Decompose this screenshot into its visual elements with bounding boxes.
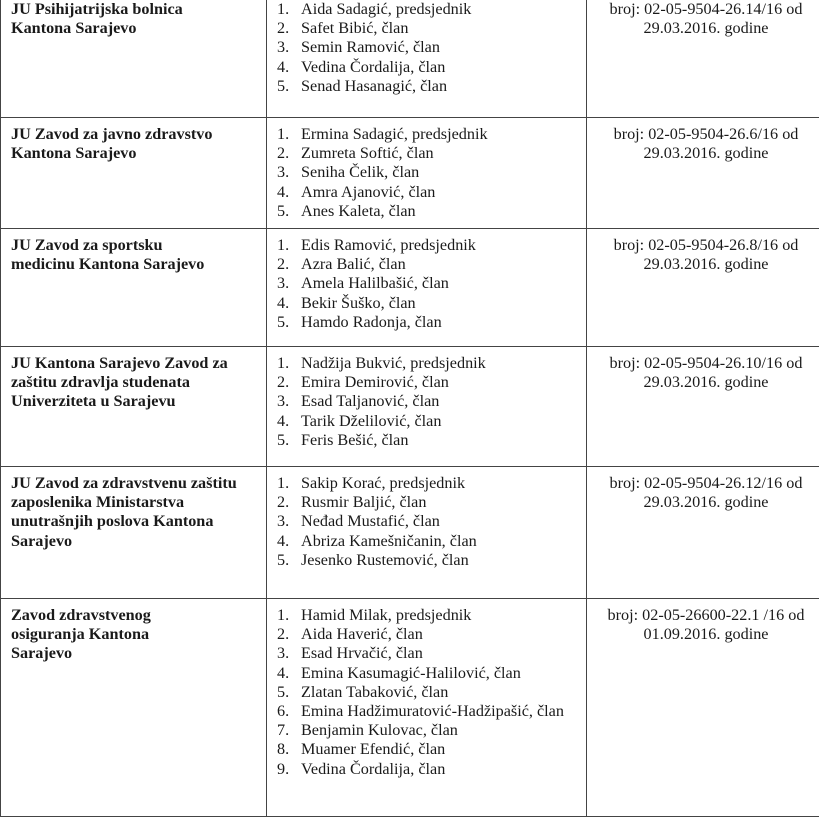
member-list xyxy=(277,125,586,221)
list-item xyxy=(277,294,586,313)
list-item xyxy=(277,77,586,96)
member-name: Amra Ajanović, član xyxy=(301,182,436,201)
list-item xyxy=(277,412,586,431)
table-row xyxy=(1,118,819,229)
member-name: Anes Kaleta, član xyxy=(301,201,416,220)
institution-name xyxy=(1,229,267,347)
list-item xyxy=(277,236,586,255)
list-item xyxy=(277,551,586,570)
member-number: 5. xyxy=(277,312,290,331)
list-item xyxy=(277,125,586,144)
list-item xyxy=(277,392,586,411)
member-number: 3. xyxy=(277,512,290,531)
member-name: Aida Sadagić, predsjednik xyxy=(301,0,472,18)
list-item xyxy=(277,474,586,493)
member-list xyxy=(277,354,586,450)
member-number: 3. xyxy=(277,644,290,663)
member-name: Bekir Šuško, član xyxy=(301,293,416,312)
list-item xyxy=(277,373,586,392)
list-item xyxy=(277,144,586,163)
list-item xyxy=(277,532,586,551)
member-number: 4. xyxy=(277,531,290,550)
list-item xyxy=(277,644,586,663)
member-name: Zlatan Tabaković, član xyxy=(301,682,449,701)
member-number: 5. xyxy=(277,76,290,95)
institution-label: JU Zavod za zdravstvenu zaštitu zaposlenika Ministarstva unutrašnjih poslova Kantona Sarajevo xyxy=(11,474,237,550)
table-row xyxy=(1,0,819,118)
member-number: 8. xyxy=(277,740,290,759)
member-number: 1. xyxy=(277,125,290,143)
member-name: Nadžija Bukvić, predsjednik xyxy=(301,354,486,372)
member-name: Esad Hrvačić, član xyxy=(301,644,423,663)
member-number: 3. xyxy=(277,163,290,182)
board-members xyxy=(267,118,587,229)
member-name: Semin Ramović, član xyxy=(301,38,440,57)
list-item xyxy=(277,512,586,531)
institution-label: JU Zavod za sportsku medicinu Kantona Sarajevo xyxy=(11,236,205,274)
decision-label: broj: 02-05-9504-26.12/16 od 29.03.2016. godine xyxy=(609,474,803,512)
member-number: 1. xyxy=(277,354,290,372)
list-item xyxy=(277,760,586,779)
member-number: 1. xyxy=(277,0,290,18)
board-members xyxy=(267,347,587,467)
member-list xyxy=(277,236,586,332)
member-name: Muamer Efendić, član xyxy=(301,740,446,759)
decision-reference xyxy=(587,599,819,817)
institution-label: JU Zavod za javno zdravstvo Kantona Sarajevo xyxy=(11,125,213,163)
member-number: 4. xyxy=(277,182,290,201)
member-list xyxy=(277,606,586,779)
member-number: 4. xyxy=(277,57,290,76)
list-item xyxy=(277,721,586,740)
member-number: 2. xyxy=(277,19,290,38)
member-name: Tarik Dželilović, član xyxy=(301,411,442,430)
decision-reference xyxy=(587,229,819,347)
member-name: Emina Kasumagić-Halilović, član xyxy=(301,663,521,682)
member-number: 2. xyxy=(277,625,290,644)
member-name: Vedina Čordalija, član xyxy=(301,759,446,778)
institution-name xyxy=(1,599,267,817)
member-number: 5. xyxy=(277,201,290,220)
member-name: Rusmir Baljić, član xyxy=(301,493,427,512)
decision-reference xyxy=(587,118,819,229)
institution-name xyxy=(1,347,267,467)
table-row xyxy=(1,467,819,599)
institution-name xyxy=(1,118,267,229)
member-name: Hamdo Radonja, član xyxy=(301,312,442,331)
list-item xyxy=(277,664,586,683)
list-item xyxy=(277,38,586,57)
member-name: Senad Hasanagić, član xyxy=(301,76,448,95)
decision-reference xyxy=(587,347,819,467)
list-item xyxy=(277,702,586,721)
member-name: Edis Ramović, predsjednik xyxy=(301,236,476,254)
member-number: 2. xyxy=(277,144,290,163)
list-item xyxy=(277,354,586,373)
member-number: 9. xyxy=(277,759,290,778)
institution-label: Zavod zdravstvenog osiguranja Kantona Sarajevo xyxy=(11,606,151,663)
member-number: 1. xyxy=(277,606,290,624)
institution-label: JU Kantona Sarajevo Zavod za zaštitu zdravlja studenata Univerziteta u Sarajevu xyxy=(11,354,228,411)
member-number: 4. xyxy=(277,293,290,312)
list-item xyxy=(277,606,586,625)
board-members xyxy=(267,599,587,817)
table-row xyxy=(1,347,819,467)
member-name: Sakip Korać, predsjednik xyxy=(301,474,466,492)
list-item xyxy=(277,183,586,202)
board-members xyxy=(267,0,587,118)
decision-reference xyxy=(587,0,819,118)
member-name: Jesenko Rustemović, član xyxy=(301,550,469,569)
decision-label: broj: 02-05-9504-26.8/16 od 29.03.2016. godine xyxy=(613,236,799,274)
member-name: Emina Hadžimuratović-Hadžipašić, član xyxy=(301,702,564,721)
decision-label: broj: 02-05-9504-26.6/16 od 29.03.2016. godine xyxy=(613,125,799,163)
member-number: 5. xyxy=(277,430,290,449)
member-name: Azra Balić, član xyxy=(301,255,406,274)
member-name: Safet Bibić, član xyxy=(301,19,409,38)
member-name: Benjamin Kulovac, član xyxy=(301,721,458,740)
member-number: 6. xyxy=(277,702,290,721)
member-number: 4. xyxy=(277,663,290,682)
list-item xyxy=(277,740,586,759)
board-members xyxy=(267,229,587,347)
list-item xyxy=(277,683,586,702)
list-item xyxy=(277,274,586,293)
list-item xyxy=(277,431,586,450)
list-item xyxy=(277,313,586,332)
list-item xyxy=(277,625,586,644)
table-body xyxy=(1,0,819,817)
member-number: 1. xyxy=(277,474,290,492)
list-item xyxy=(277,19,586,38)
member-list xyxy=(277,474,586,570)
member-number: 2. xyxy=(277,493,290,512)
member-number: 2. xyxy=(277,373,290,392)
list-item xyxy=(277,202,586,221)
decision-label: broj: 02-05-9504-26.10/16 od 29.03.2016. godine xyxy=(609,354,803,392)
member-name: Neđad Mustafić, član xyxy=(301,512,440,531)
member-name: Feris Bešić, član xyxy=(301,430,409,449)
list-item xyxy=(277,163,586,182)
member-number: 3. xyxy=(277,274,290,293)
member-number: 7. xyxy=(277,721,290,740)
board-members xyxy=(267,467,587,599)
institution-name xyxy=(1,467,267,599)
member-name: Aida Haverić, član xyxy=(301,625,423,644)
decision-reference xyxy=(587,467,819,599)
member-name: Vedina Čordalija, član xyxy=(301,57,446,76)
institution-name xyxy=(1,0,267,118)
member-number: 3. xyxy=(277,38,290,57)
table-row xyxy=(1,599,819,817)
list-item xyxy=(277,255,586,274)
institution-label: JU Psihijatrijska bolnica Kantona Sarajevo xyxy=(11,0,183,38)
member-number: 5. xyxy=(277,550,290,569)
list-item xyxy=(277,493,586,512)
member-number: 1. xyxy=(277,236,290,254)
member-name: Esad Taljanović, član xyxy=(301,392,440,411)
member-name: Ermina Sadagić, predsjednik xyxy=(301,125,488,143)
member-name: Seniha Čelik, član xyxy=(301,163,420,182)
member-number: 2. xyxy=(277,255,290,274)
member-name: Amela Halilbašić, član xyxy=(301,274,449,293)
member-name: Abriza Kamešničanin, član xyxy=(301,531,477,550)
member-name: Emira Demirović, član xyxy=(301,373,449,392)
member-number: 5. xyxy=(277,682,290,701)
list-item xyxy=(277,0,586,19)
member-number: 4. xyxy=(277,411,290,430)
member-name: Zumreta Softić, član xyxy=(301,144,434,163)
table-row xyxy=(1,229,819,347)
decision-label: broj: 02-05-9504-26.14/16 od 29.03.2016. godine xyxy=(609,0,803,38)
member-name: Hamid Milak, predsjednik xyxy=(301,606,472,624)
member-number: 3. xyxy=(277,392,290,411)
list-item xyxy=(277,58,586,77)
member-list xyxy=(277,0,586,96)
decision-label: broj: 02-05-26600-22.1 /16 od 01.09.2016. godine xyxy=(607,606,805,644)
